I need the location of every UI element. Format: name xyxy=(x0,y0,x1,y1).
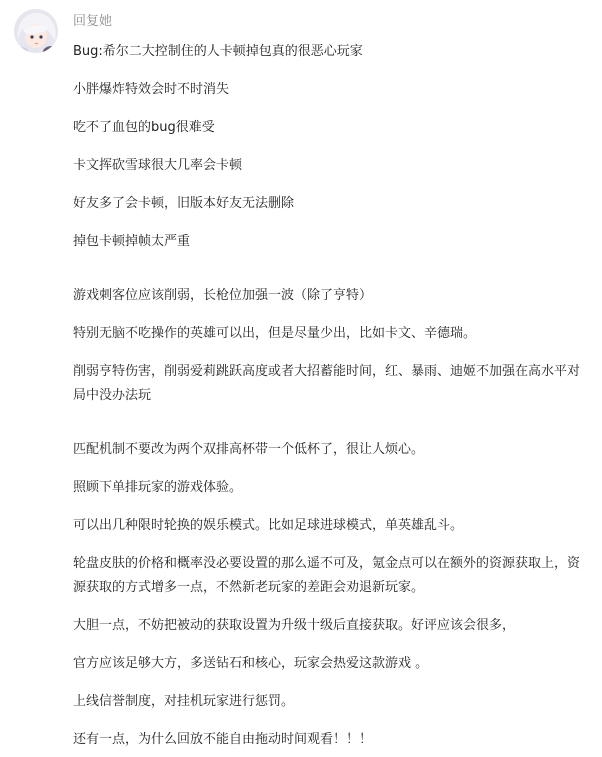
reply-paragraph: 小胖爆炸特效会时不时消失 xyxy=(73,82,230,97)
reply-paragraph: 还有一点，为什么回放不能自由拖动时间观看！！！ xyxy=(73,732,373,747)
reply-paragraph: 可以出几种限时轮换的娱乐模式。比如足球进球模式，单英雄乱斗。 xyxy=(73,518,464,533)
anime-girl-avatar-icon xyxy=(14,9,58,53)
user-avatar[interactable] xyxy=(14,9,58,53)
reply-paragraph: 吃不了血包的bug很难受 xyxy=(73,120,215,135)
reply-paragraph: 大胆一点，不妨把被动的获取设置为升级十级后直接获取。好评应该会很多， xyxy=(73,618,516,633)
reply-paragraph: 掉包卡顿掉帧太严重 xyxy=(73,234,191,249)
reply-paragraph: 削弱亨特伤害，削弱爱莉跳跃高度或者大招蓄能时间，红、暴雨、迪姬不加强在高水平对局中没办法玩 xyxy=(73,364,581,403)
reply-paragraph: 官方应该足够大方，多送钻石和核心，玩家会热爱这款游戏 。 xyxy=(73,656,429,671)
reply-paragraph: 卡文挥砍雪球很大几率会卡顿 xyxy=(73,158,243,173)
reply-paragraph: 特别无脑不吃操作的英雄可以出，但是尽量少出，比如卡文、辛德瑞。 xyxy=(73,326,477,341)
reply-paragraph: 好友多了会卡顿，旧版本好友无法删除 xyxy=(73,196,295,211)
reply-paragraph: 照顾下单排玩家的游戏体验。 xyxy=(73,480,243,495)
reply-paragraph: 轮盘皮肤的价格和概率没必要设置的那么遥不可及，氪金点可以在额外的资源获取上，资源获取的方式增多一点，不然新老玩家的差距会劝退新玩家。 xyxy=(73,556,581,595)
reply-paragraph: Bug:希尔二大控制住的人卡顿掉包真的很恶心玩家 xyxy=(73,44,363,59)
reply-content xyxy=(73,40,581,752)
reply-paragraph: 上线信誉制度，对挂机玩家进行惩罚。 xyxy=(73,694,295,709)
reply-paragraph: 匹配机制不要改为两个双排高杯带一个低杯了，很让人烦心。 xyxy=(73,442,425,457)
reply-username[interactable]: 回复她 xyxy=(73,14,113,29)
reply-paragraph: 游戏刺客位应该削弱，长枪位加强一波（除了亨特） xyxy=(73,288,373,303)
